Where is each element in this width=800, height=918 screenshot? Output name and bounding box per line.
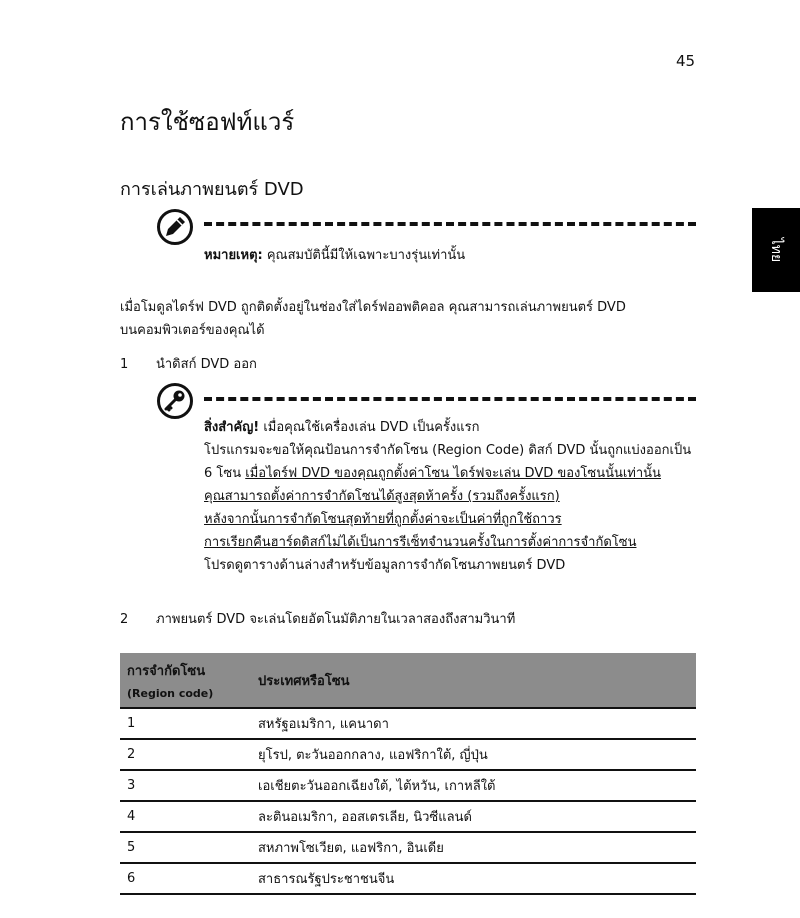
important-line-text: เมื่อคุณใช้เครื่องเล่น DVD เป็นครั้งแรก <box>263 420 480 435</box>
region-name-cell: สหรัฐอเมริกา, แคนาดา <box>251 708 696 739</box>
language-tab-label: ไทย <box>767 237 784 263</box>
region-code-table <box>120 653 696 895</box>
region-code-cell: 5 <box>120 832 251 863</box>
step-number: 1 <box>120 357 129 372</box>
note-divider <box>204 222 696 226</box>
note-text <box>204 244 465 267</box>
important-line: คุณสามารถตั้งค่าการจำกัดโซนได้สูงสุดห้าครั้ง (รวมถึงครั้งแรก) <box>204 489 560 504</box>
region-name-cell: ยุโรป, ตะวันออกกลาง, แอฟริกาใต้, ญี่ปุ่น <box>251 739 696 770</box>
region-code-cell: 1 <box>120 708 251 739</box>
region-name-cell: ละตินอเมริกา, ออสเตรเลีย, นิวซีแลนด์ <box>251 801 696 832</box>
region-code-cell: 4 <box>120 801 251 832</box>
step-text: ภาพยนตร์ DVD จะเล่นโดยอัตโนมัติภายในเวลาสองถึงสามวินาที <box>156 612 516 627</box>
header-region-code-sub: (Region code) <box>127 687 214 700</box>
header-region-code <box>120 653 251 708</box>
intro-paragraph <box>120 296 720 342</box>
important-line <box>204 462 704 485</box>
section-title: การเล่นภาพยนตร์ DVD <box>120 179 304 200</box>
region-name-cell: สาธารณรัฐประชาชนจีน <box>251 863 696 894</box>
note-pencil-icon <box>156 208 194 246</box>
important-line: การเรียกคืนฮาร์ดดิสก์ไม่ได้เป็นการรีเซ็ทจำนวนครั้งในการตั้งค่าการจำกัดโซน <box>204 535 637 550</box>
step-number: 2 <box>120 612 129 627</box>
important-line-text: 6 โซน <box>204 466 242 481</box>
region-name-cell: เอเชียตะวันออกเฉียงใต้, ไต้หวัน, เกาหลีใต้ <box>251 770 696 801</box>
important-line-text: เมื่อไดร์ฟ DVD ของคุณถูกตั้งค่าโซน ไดร์ฟจะเล่น DVD ของโซนนั้นเท่านั้น <box>245 466 661 481</box>
region-code-cell: 2 <box>120 739 251 770</box>
important-key-icon <box>156 382 194 420</box>
table-row <box>120 739 696 770</box>
intro-line: บนคอมพิวเตอร์ของคุณได้ <box>120 323 265 338</box>
important-line: หลังจากนั้นการจำกัดโซนสุดท้ายที่ถูกตั้งค่าจะเป็นค่าที่ถูกใช้ถาวร <box>204 512 562 527</box>
page-number: 45 <box>676 52 696 70</box>
table-row <box>120 801 696 832</box>
important-label: สิ่งสำคัญ! <box>204 420 260 435</box>
page-title: การใช้ซอฟท์แวร์ <box>120 108 295 136</box>
important-line <box>204 416 704 439</box>
note-body: คุณสมบัตินี้มีให้เฉพาะบางรุ่นเท่านั้น <box>266 248 466 263</box>
note-label: หมายเหตุ: <box>204 248 263 263</box>
header-region-code-label: การจำกัดโซน <box>127 664 206 679</box>
table-row <box>120 770 696 801</box>
header-country-zone: ประเทศหรือโซน <box>258 673 350 689</box>
table-header-row <box>120 653 696 708</box>
important-text <box>204 416 704 577</box>
step-text: นำดิสก์ DVD ออก <box>156 357 257 372</box>
table-row <box>120 708 696 739</box>
region-name-cell: สหภาพโซเวียต, แอฟริกา, อินเดีย <box>251 832 696 863</box>
important-line: โปรแกรมจะขอให้คุณป้อนการจำกัดโซน (Region Code) ดิสก์ DVD นั้นถูกแบ่งออกเป็น <box>204 443 692 458</box>
region-code-cell: 6 <box>120 863 251 894</box>
language-tab <box>752 208 800 292</box>
table-row <box>120 863 696 894</box>
important-divider <box>204 397 696 401</box>
intro-line: เมื่อโมดูลไดร์ฟ DVD ถูกติดตั้งอยู่ในช่องใส่ไดร์ฟออพติคอล คุณสามารถเล่นภาพยนตร์ DVD <box>120 300 626 315</box>
table-row <box>120 832 696 863</box>
region-code-cell: 3 <box>120 770 251 801</box>
important-line: โปรดดูตารางด้านล่างสำหรับข้อมูลการจำกัดโซนภาพยนตร์ DVD <box>204 558 566 573</box>
